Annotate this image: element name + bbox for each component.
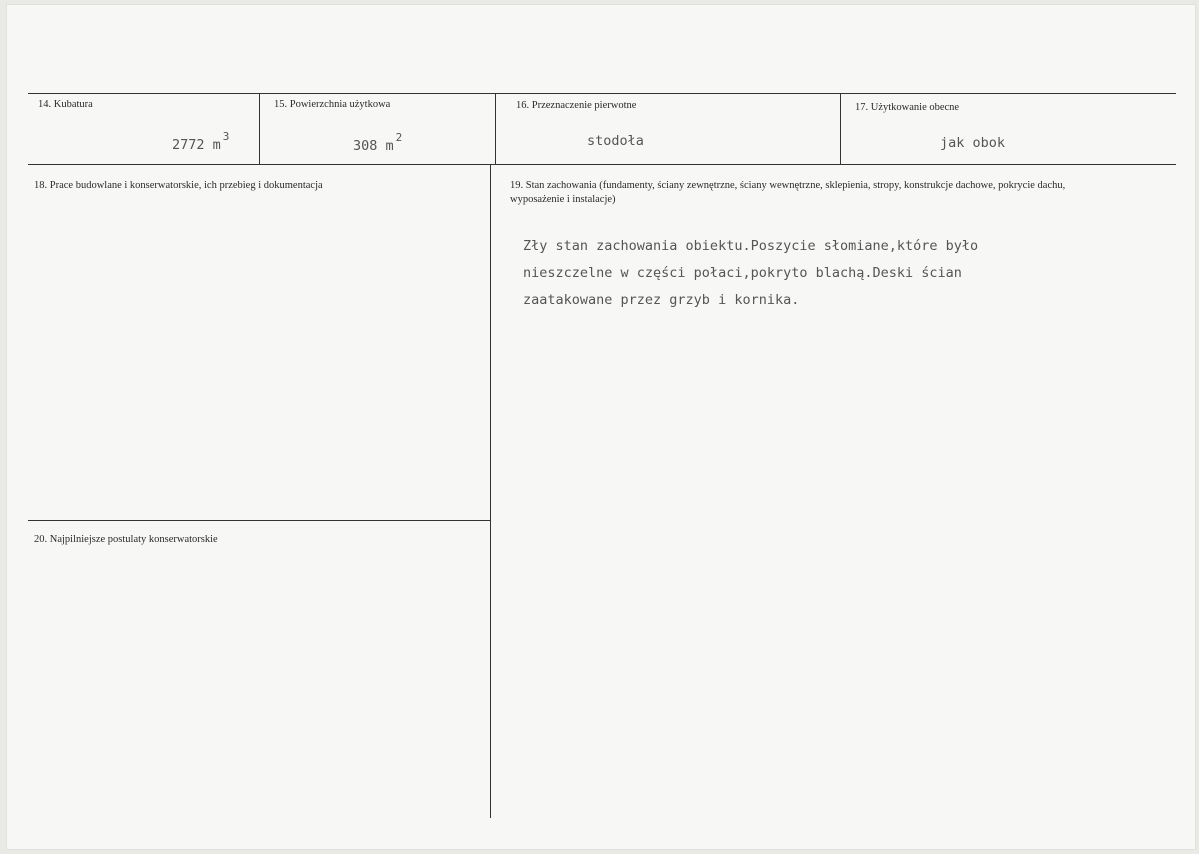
field-14-label: 14. Kubatura bbox=[38, 99, 93, 110]
field-15-exponent: 2 bbox=[395, 131, 403, 144]
column-divider-14-15 bbox=[259, 93, 260, 164]
field-14-number: 2772 m bbox=[172, 137, 221, 153]
condition-line: nieszczelne w części połaci,pokryto blachą.Deski ścian bbox=[523, 265, 962, 281]
column-divider-16-17 bbox=[840, 93, 841, 164]
field-20-label: 20. Najpilniejsze postulaty konserwatorskie bbox=[34, 534, 218, 545]
section-20-divider-line bbox=[28, 520, 491, 521]
field-16-value: stodoła bbox=[587, 133, 644, 149]
field-19-label: 19. Stan zachowania (fundamenty, ściany zewnętrzne, ściany wewnętrzne, sklepienia, stropy, konstrukcje dachowe, pokrycie dachu, wyposażenie i instalacje) bbox=[510, 180, 1066, 205]
field-17-label: 17. Użytkowanie obecne bbox=[855, 102, 960, 113]
condition-line: Zły stan zachowania obiektu.Poszycie słomiane,które było bbox=[523, 238, 979, 254]
field-14-exponent: 3 bbox=[222, 130, 230, 143]
field-17-value: jak obok bbox=[940, 135, 1006, 151]
row-divider-line bbox=[28, 164, 1176, 165]
field-15-label: 15. Powierzchnia użytkowa bbox=[274, 99, 391, 110]
condition-line: zaatakowane przez grzyb i kornika. bbox=[523, 292, 800, 308]
field-14-value bbox=[172, 130, 229, 153]
field-15-number: 308 m bbox=[353, 138, 394, 154]
field-15-value bbox=[353, 131, 402, 154]
field-18-label: 18. Prace budowlane i konserwatorskie, ich przebieg i dokumentacja bbox=[34, 180, 323, 191]
field-16-label: 16. Przeznaczenie pierwotne bbox=[516, 100, 637, 111]
top-border-line bbox=[28, 93, 1176, 94]
column-divider-15-16 bbox=[495, 93, 496, 164]
condition-text bbox=[523, 233, 1163, 314]
column-divider-main bbox=[490, 164, 491, 818]
